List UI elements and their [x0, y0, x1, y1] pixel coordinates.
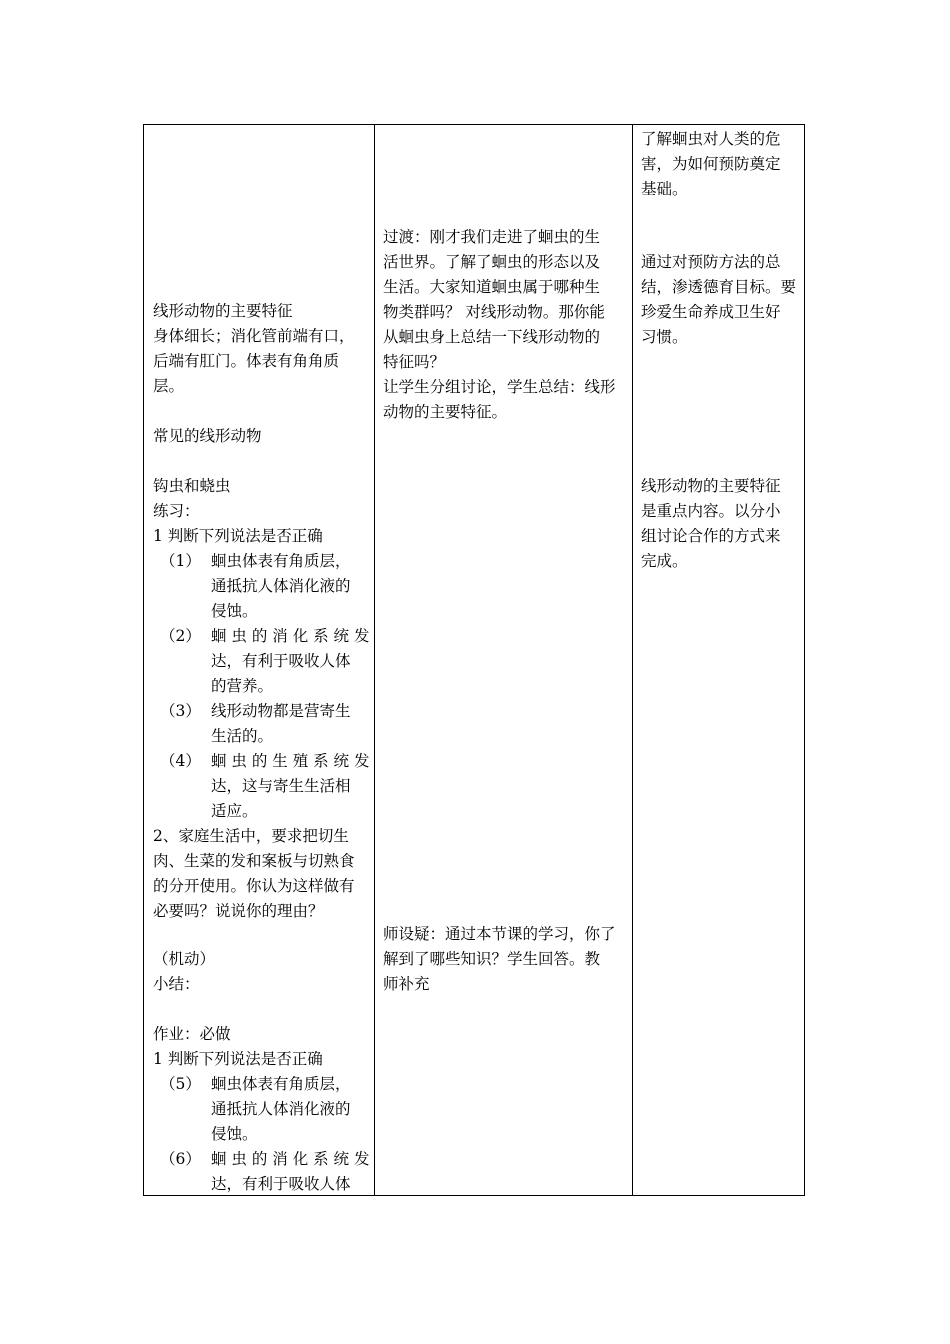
transition-line: 动物的主要特征。 [383, 403, 508, 421]
purpose-line: 是重点内容。以分小 [641, 502, 781, 520]
flex-note: （机动） [153, 950, 216, 968]
common-title: 常见的线形动物 [153, 427, 262, 445]
item-number: （1） [160, 552, 201, 570]
purpose-line: 组讨论合作的方式来 [641, 527, 781, 545]
item-line: 生活的。 [211, 727, 274, 745]
examples: 钩虫和蛲虫 [153, 477, 231, 495]
purpose-line: 通过对预防方法的总 [641, 253, 781, 271]
transition-line: 从蛔虫身上总结一下线形动物的 [383, 328, 601, 346]
transition-line: 过渡：刚才我们走进了蛔虫的生 [383, 228, 601, 246]
transition-line: 活世界。了解了蛔虫的形态以及 [383, 253, 601, 271]
column-divider [632, 125, 633, 1195]
features-line: 层。 [153, 377, 185, 395]
purpose-line: 结，渗透德育目标。要 [641, 278, 797, 296]
purpose-line: 了解蛔虫对人类的危 [641, 130, 781, 148]
purpose-line: 珍爱生命养成卫生好 [641, 303, 781, 321]
question-2-line: 的分开使用。你认为这样做有 [153, 877, 355, 895]
teacher-question-line: 师设疑：通过本节课的学习，你了 [383, 925, 616, 943]
item-number: （2） [160, 627, 201, 645]
lesson-plan-table [143, 124, 805, 1196]
item-line: 蛔 虫 的 消 化 系 统 发 [211, 627, 370, 645]
purpose-line: 习惯。 [641, 328, 688, 346]
item-line: 侵蚀。 [211, 602, 258, 620]
question-2-line: 2、家庭生活中，要求把切生 [153, 827, 349, 845]
item-line: 达，这与寄生生活相 [211, 777, 351, 795]
transition-line: 让学生分组讨论，学生总结：线形 [383, 378, 616, 396]
item-number: （5） [160, 1075, 201, 1093]
item-line: 侵蚀。 [211, 1125, 258, 1143]
item-line: 的营养。 [211, 677, 274, 695]
item-line: 通抵抗人体消化液的 [211, 577, 351, 595]
features-title: 线形动物的主要特征 [153, 302, 293, 320]
purpose-line: 害，为如何预防奠定 [641, 155, 781, 173]
transition-line: 特征吗？ [383, 353, 446, 371]
transition-line: 生活。大家知道蛔虫属于哪种生 [383, 278, 601, 296]
item-line: 适应。 [211, 802, 258, 820]
question-title: 1 判断下列说法是否正确 [153, 527, 323, 545]
item-line: 蛔 虫 的 消 化 系 统 发 [211, 1150, 370, 1168]
teacher-question-line: 解到了哪些知识？学生回答。教 [383, 950, 601, 968]
homework-label: 作业：必做 [153, 1025, 231, 1043]
transition-line: 物类群吗？ 对线形动物。那你能 [383, 303, 605, 321]
item-line: 蛔虫体表有角质层， [211, 1075, 351, 1093]
item-number: （4） [160, 752, 201, 770]
column-divider [374, 125, 375, 1195]
features-line: 身体细长；消化管前端有口， [153, 327, 355, 345]
question-2-line: 肉、生菜的发和案板与切熟食 [153, 852, 355, 870]
features-line: 后端有肛门。体表有角角质 [153, 352, 340, 370]
item-line: 线形动物都是营寄生 [211, 702, 351, 720]
exercise-label: 练习： [153, 502, 200, 520]
summary-label: 小结： [153, 975, 200, 993]
purpose-line: 线形动物的主要特征 [641, 477, 781, 495]
item-number: （3） [160, 702, 201, 720]
item-line: 达，有利于吸收人体 [211, 652, 351, 670]
item-line: 蛔虫体表有角质层， [211, 552, 351, 570]
teacher-question-line: 师补充 [383, 975, 430, 993]
item-number: （6） [160, 1150, 201, 1168]
question-2-line: 必要吗？说说你的理由？ [153, 902, 324, 920]
purpose-line: 基础。 [641, 180, 688, 198]
item-line: 通抵抗人体消化液的 [211, 1100, 351, 1118]
purpose-line: 完成。 [641, 552, 688, 570]
item-line: 达，有利于吸收人体 [211, 1175, 351, 1193]
item-line: 蛔 虫 的 生 殖 系 统 发 [211, 752, 370, 770]
homework-question-title: 1 判断下列说法是否正确 [153, 1050, 323, 1068]
